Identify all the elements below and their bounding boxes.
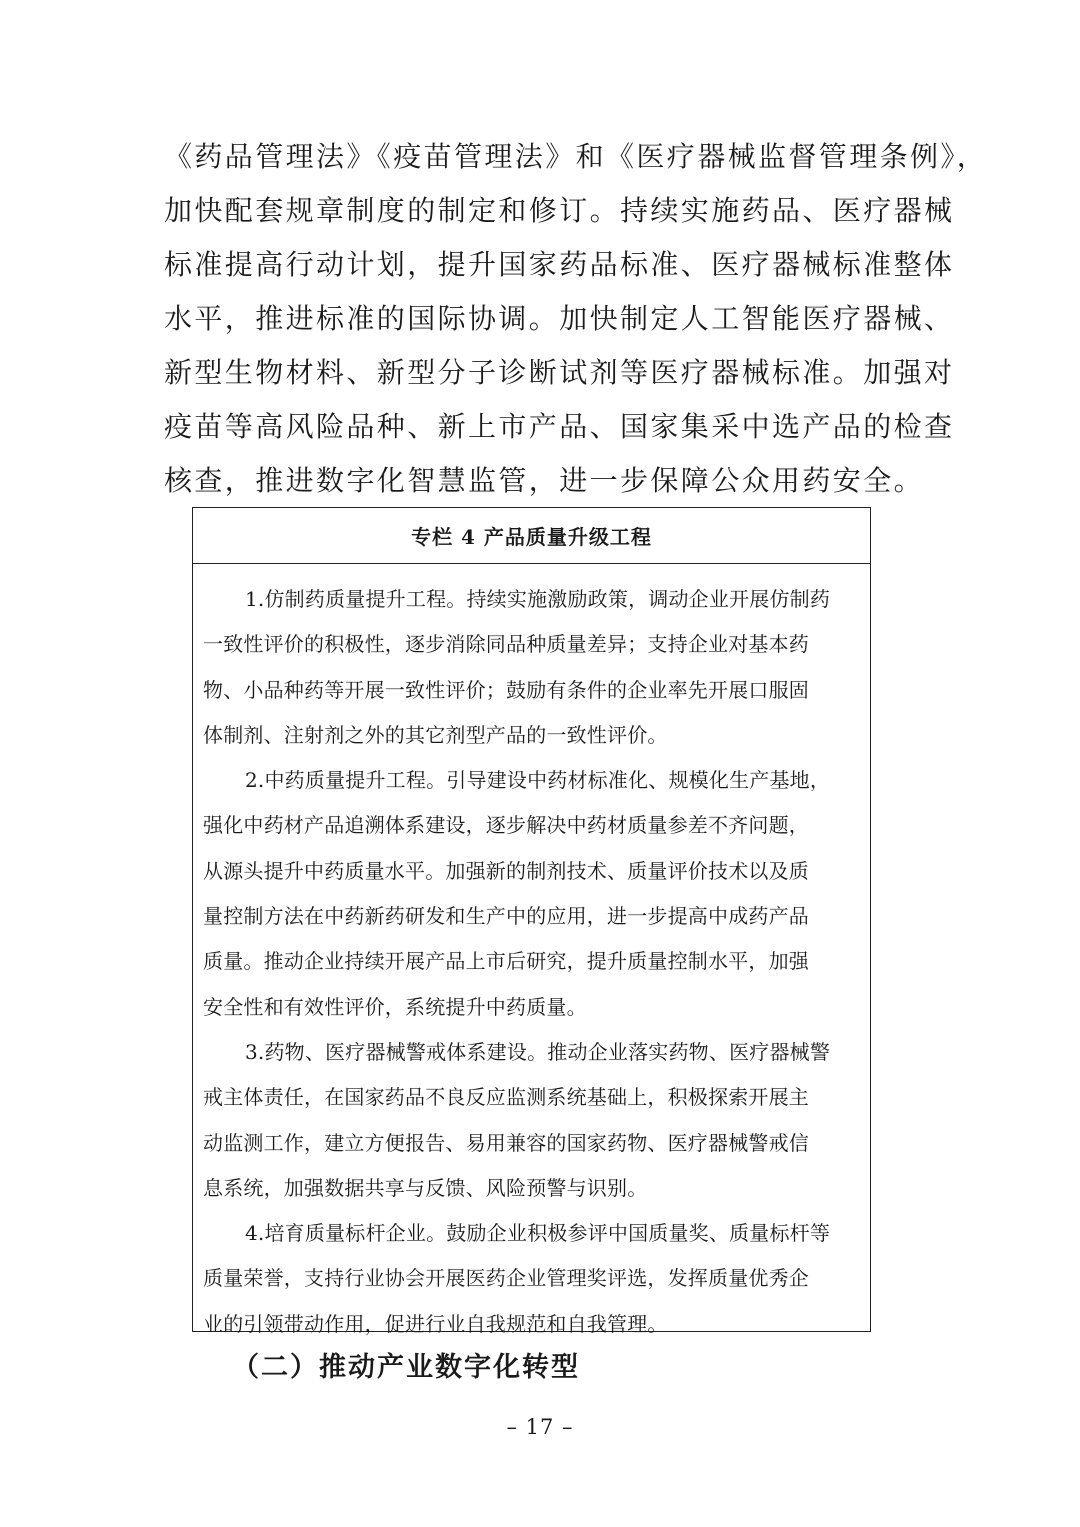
box-line: 业的引领带动作用，促进行业自我规范和自我管理。 — [203, 1311, 668, 1336]
box-line: 戒主体责任，在国家药品不良反应监测系统基础上，积极探索开展主 — [203, 1085, 809, 1110]
body-line: 新型生物材料、新型分子诊断试剂等医疗器械标准。加强对 — [164, 356, 955, 389]
box-line: 2.中药质量提升工程。引导建设中药材标准化、规模化生产基地， — [245, 768, 831, 793]
box-line: 3.药物、医疗器械警戒体系建设。推动企业落实药物、医疗器械警 — [245, 1039, 831, 1064]
body-line: 《药品管理法》《疫苗管理法》和《医疗器械监督管理条例》， — [164, 140, 988, 173]
box-body — [193, 564, 870, 1347]
box-line: 强化中药材产品追溯体系建设，逐步解决中药材质量参差不齐问题， — [203, 813, 809, 838]
box-line: 质量。推动企业持续开展产品上市后研究，提升质量控制水平，加强 — [203, 949, 809, 974]
box-line: 从源头提升中药质量水平。加强新的制剂技术、质量评价技术以及质 — [203, 858, 809, 883]
box-line: 体制剂、注射剂之外的其它剂型产品的一致性评价。 — [203, 722, 668, 747]
body-line: 标准提高行动计划，提升国家药品标准、医疗器械标准整体 — [164, 248, 955, 281]
box-title: 专栏 4 产品质量升级工程 — [193, 508, 870, 564]
body-line: 核查，推进数字化智慧监管，进一步保障公众用药安全。 — [164, 464, 925, 497]
box-line: 量控制方法在中药新药研发和生产中的应用，进一步提高中成药产品 — [203, 904, 809, 929]
section-heading: （二）推动产业数字化转型 — [232, 1352, 580, 1383]
body-line: 水平，推进标准的国际协调。加快制定人工智能医疗器械、 — [164, 302, 955, 335]
body-paragraph — [164, 130, 988, 508]
feature-box — [192, 507, 871, 1336]
box-line: 质量荣誉，支持行业协会开展医药企业管理奖评选，发挥质量优秀企 — [203, 1266, 809, 1291]
box-line: 一致性评价的积极性，逐步消除同品种质量差异；支持企业对基本药 — [203, 632, 809, 657]
body-line: 加快配套规章制度的制定和修订。持续实施药品、医疗器械 — [164, 194, 955, 227]
box-line: 动监测工作，建立方便报告、易用兼容的国家药物、医疗器械警戒信 — [203, 1130, 809, 1155]
page-number: – 17 – — [506, 1415, 574, 1439]
box-line: 息系统，加强数据共享与反馈、风险预警与识别。 — [203, 1175, 648, 1200]
box-line: 4.培育质量标杆企业。鼓励企业积极参评中国质量奖、质量标杆等 — [245, 1221, 831, 1246]
box-line: 1.仿制药质量提升工程。持续实施激励政策，调动企业开展仿制药 — [245, 587, 831, 611]
box-line: 安全性和有效性评价，系统提升中药质量。 — [203, 994, 587, 1019]
body-line: 疫苗等高风险品种、新上市产品、国家集采中选产品的检查 — [164, 410, 955, 443]
box-line: 物、小品种药等开展一致性评价；鼓励有条件的企业率先开展口服固 — [203, 677, 809, 702]
